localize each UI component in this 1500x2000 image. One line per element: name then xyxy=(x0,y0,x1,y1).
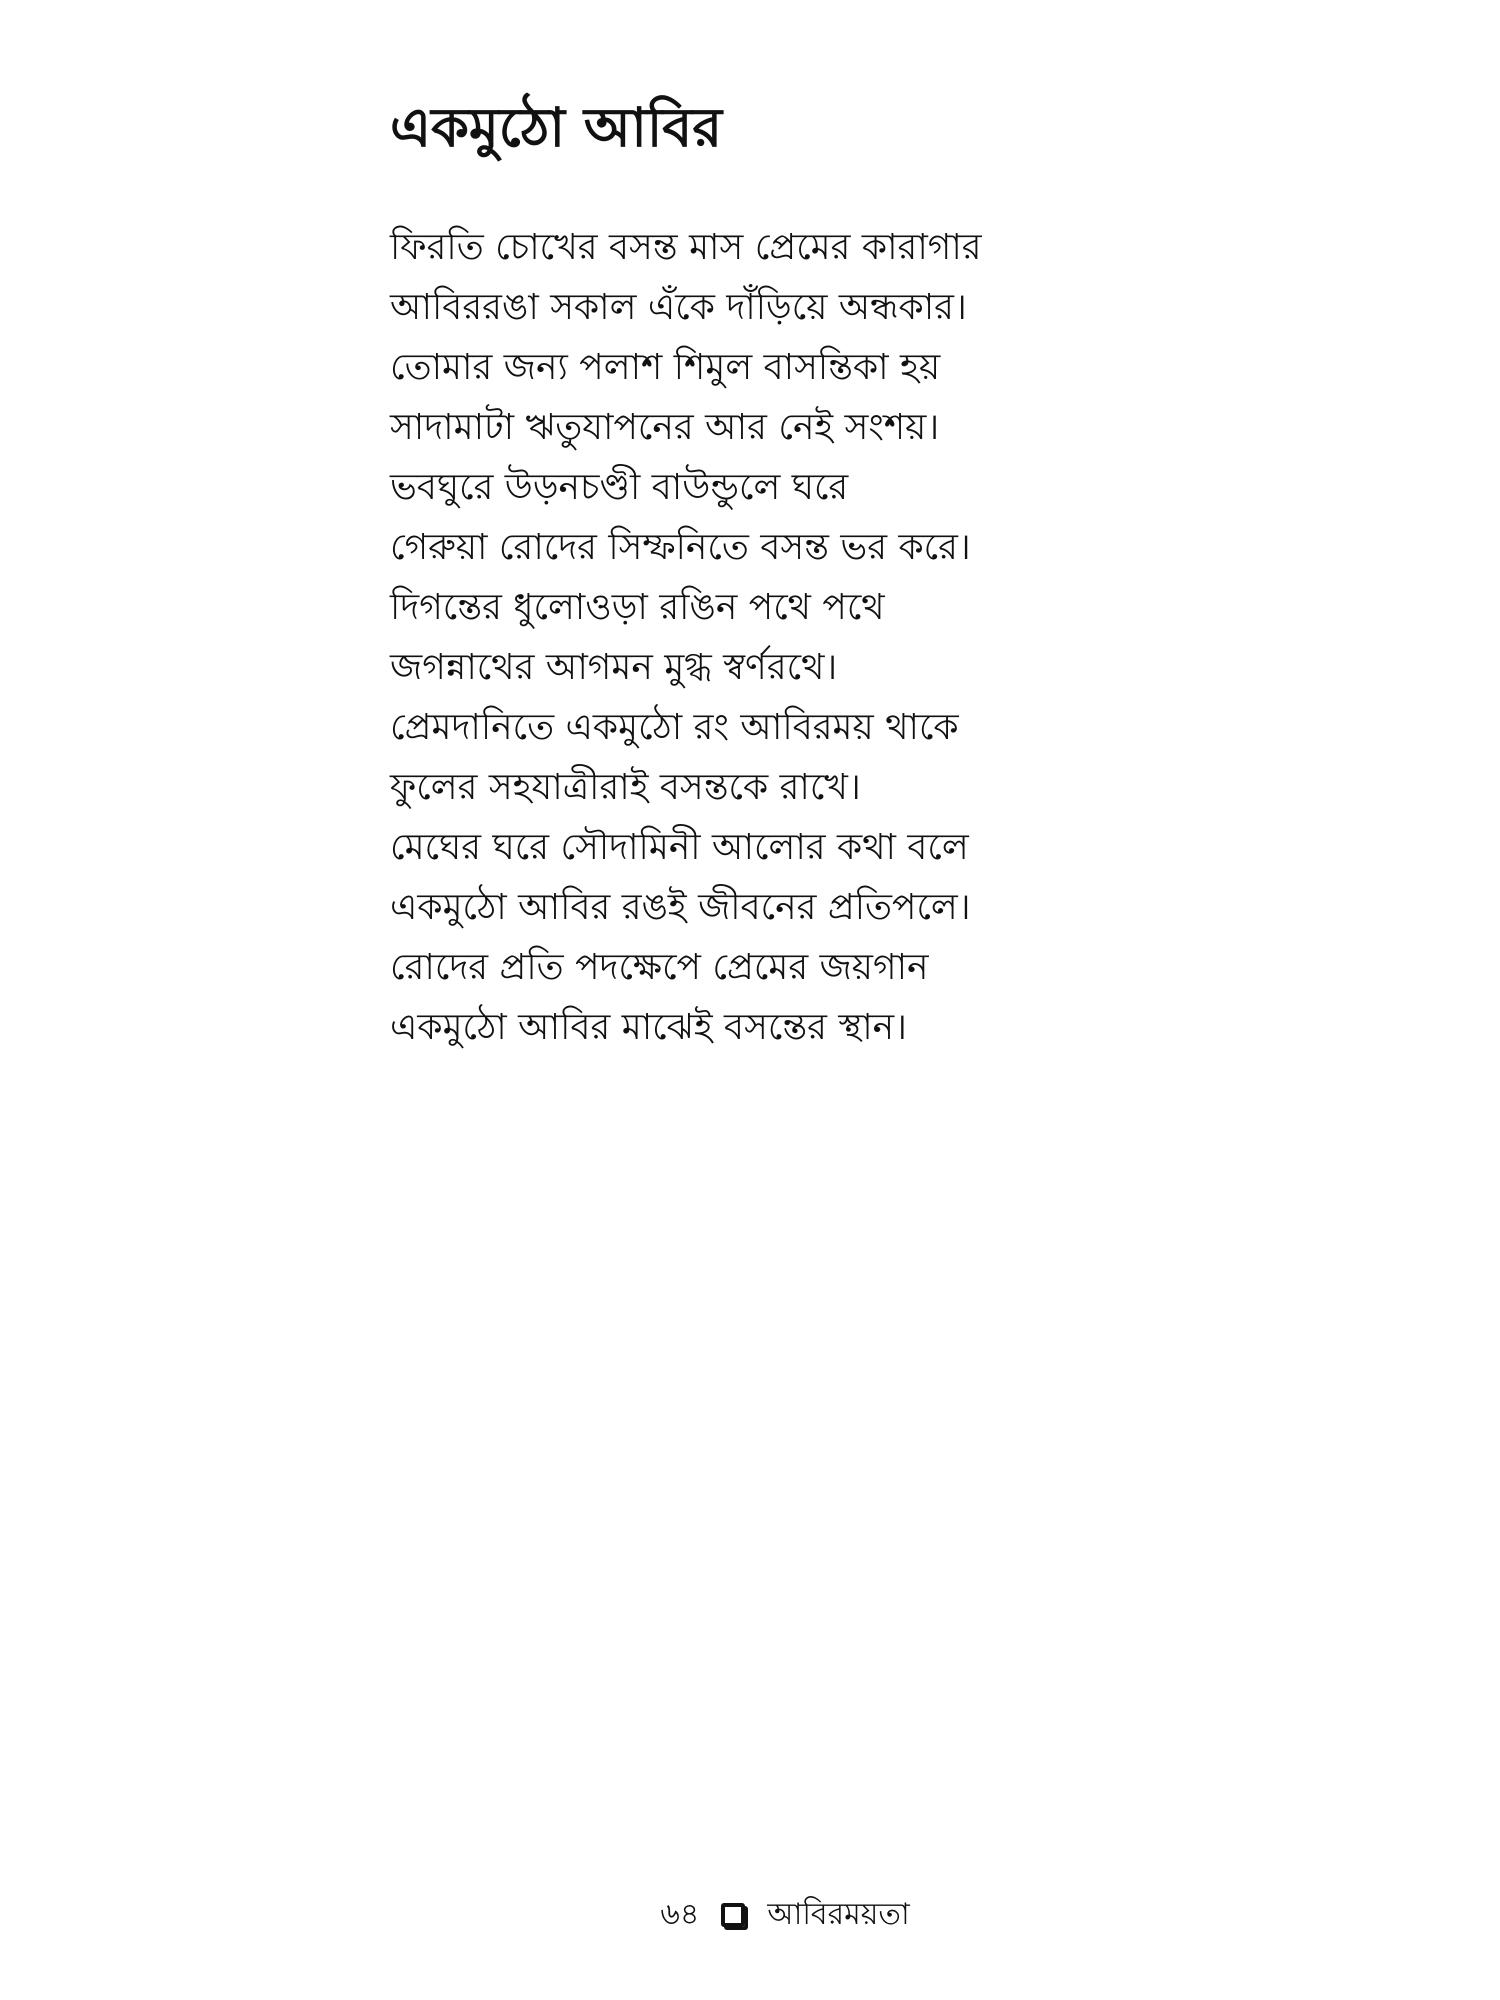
poem-line: সাদামাটা ঋতুযাপনের আর নেই সংশয়। xyxy=(390,407,940,448)
poem-line: একমুঠো আবির রঙই জীবনের প্রতিপলে। xyxy=(390,887,971,928)
poem-line: দিগন্তের ধুলোওড়া রঙিন পথে পথে xyxy=(390,587,885,628)
page-footer xyxy=(0,1890,1500,1940)
poem-line: তোমার জন্য পলাশ শিমুল বাসন্তিকা হয় xyxy=(390,347,941,388)
poem-line: ভবঘুরে উড়নচণ্ডী বাউন্ডুলে ঘরে xyxy=(390,467,849,508)
poem-line: প্রেমদানিতে একমুঠো রং আবিরময় থাকে xyxy=(390,707,959,748)
poem-line: ফিরতি চোখের বসন্ত মাস প্রেমের কারাগার xyxy=(390,227,982,268)
page-number: ৬৪ xyxy=(660,1896,700,1932)
poem-body xyxy=(390,218,982,1058)
square-box-icon xyxy=(721,1903,745,1927)
poem-line: ফুলের সহযাত্রীরাই বসন্তকে রাখে। xyxy=(390,767,861,808)
poem-line: গেরুয়া রোদের সিম্ফনিতে বসন্ত ভর করে। xyxy=(390,527,971,568)
poem-line: আবিররঙা সকাল এঁকে দাঁড়িয়ে অন্ধকার। xyxy=(390,287,967,328)
poem-line: রোদের প্রতি পদক্ষেপে প্রেমের জয়গান xyxy=(390,947,929,988)
book-title: আবিরময়তা xyxy=(767,1896,910,1932)
poem-title: একমুঠো আবির xyxy=(390,96,723,159)
poem-line: একমুঠো আবির মাঝেই বসন্তের স্থান। xyxy=(390,1007,908,1048)
poem-line: মেঘের ঘরে সৌদামিনী আলোর কথা বলে xyxy=(390,827,969,868)
poem-line: জগন্নাথের আগমন মুগ্ধ স্বর্ণরথে। xyxy=(390,647,838,688)
